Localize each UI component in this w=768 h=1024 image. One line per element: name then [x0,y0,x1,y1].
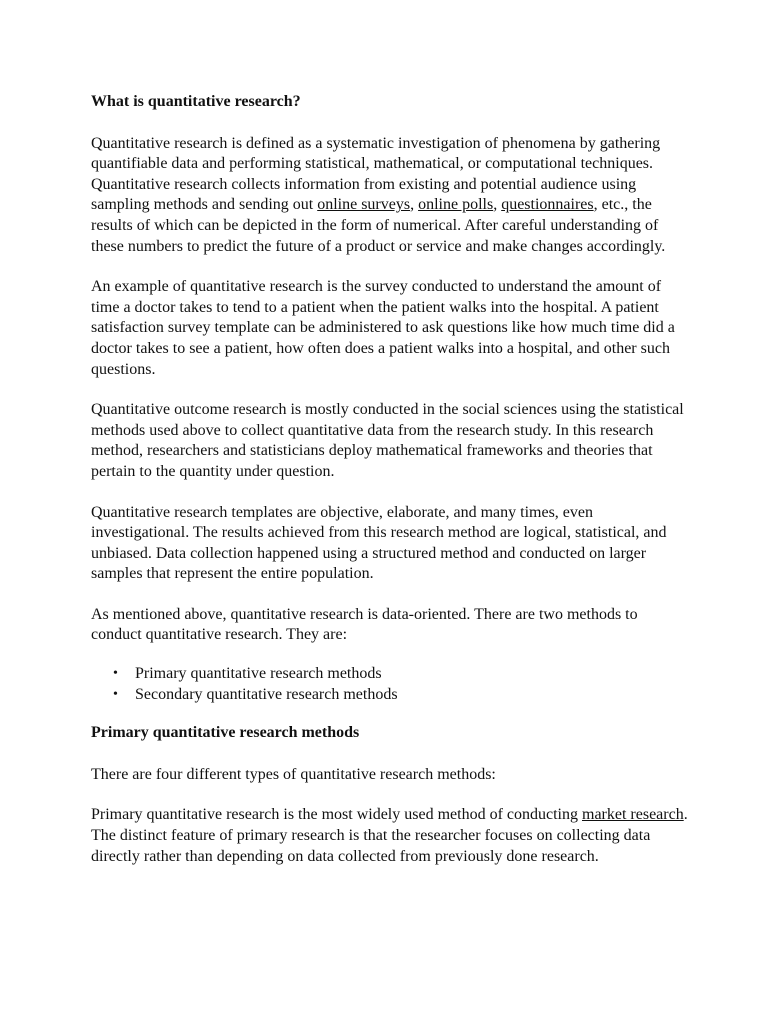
section-heading-what-is: What is quantitative research? [91,93,301,110]
link-market-research[interactable]: market research [582,806,684,824]
paragraph-text: Quantitative research is defined as a systematic investigation of phenomena by gathering quantifiable data and performing statistical, mathematical, or computational techniques. Quantitative research collects information from existing and potential audience using sampling methods and sending out [91,134,661,214]
link-questionnaires[interactable]: questionnaires [501,196,594,214]
paragraph-example: An example of quantitative research is the survey conducted to understand the amount of time a doctor takes to tend to a patient when the patient walks into the hospital. A patient satisfaction survey template can be administered to ask questions like how much time did a doctor takes to see a patient, how often does a patient walks into a hospital, and other such questions. [91,278,675,378]
list-item-primary: • Primary quantitative research methods [135,664,691,685]
paragraph-methods-intro: As mentioned above, quantitative research is data-oriented. There are two methods to conduct quantitative research. They are: [91,605,638,644]
paragraph-four-types: There are four different types of quantitative research methods: [91,765,496,783]
link-online-surveys[interactable]: online surveys [317,196,411,214]
paragraph-outcome-research: Quantitative outcome research is mostly conducted in the social sciences using the statistical methods used above to collect quantitative data from the research study. In this research method, researchers and statisticians deploy mathematical frameworks and theories that pertain to the quantity under question. [91,401,684,480]
separator-text: , [410,196,419,214]
paragraph-definition [91,134,691,258]
methods-list [91,664,691,705]
paragraph-text: , etc., the results of which can be depicted in the form of numerical. After careful understanding of these numbers to predict the future of a product or service and make changes accordingly. [91,196,666,255]
section-heading-primary-methods: Primary quantitative research methods [91,724,360,742]
list-item-secondary: • Secondary quantitative research methods [135,685,691,706]
document-page [91,92,691,887]
separator-text: , [493,196,502,214]
paragraph-text: Primary quantitative research is the most widely used method of conducting [91,806,582,824]
paragraph-text: . The distinct feature of primary research is that the researcher focuses on collecting data directly rather than depending on data collected from previously done research. [91,806,688,865]
paragraph-primary-research [91,805,691,867]
link-online-polls[interactable]: online polls [418,196,494,214]
paragraph-templates: Quantitative research templates are objective, elaborate, and many times, even investigational. The results achieved from this research method are logical, statistical, and unbiased. Data collection happened using a structured method and conducted on larger samples that represent the entire population. [91,503,667,583]
